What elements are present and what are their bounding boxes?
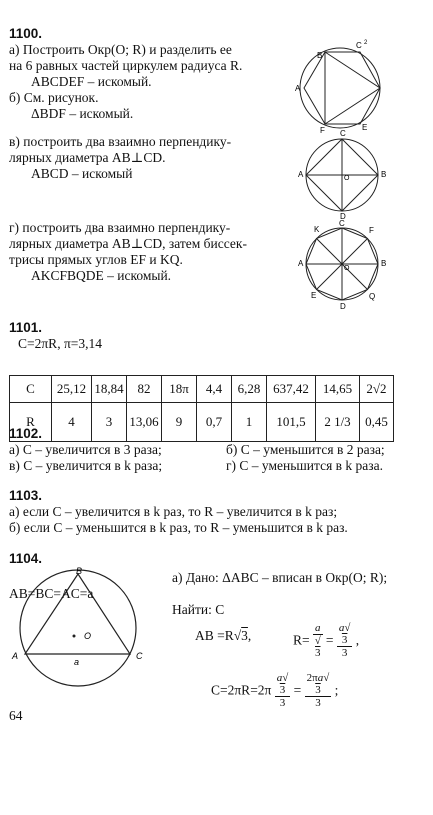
fig3-label-c: C bbox=[339, 219, 345, 228]
fig1-label-c2: 2 bbox=[364, 40, 368, 46]
table-cell: 1 bbox=[232, 403, 267, 442]
table-cell: C bbox=[10, 376, 52, 403]
p1100-d-line2: лярных диаметра AB⊥CD, затем биссек- bbox=[9, 236, 247, 251]
p1104-find: Найти: C bbox=[172, 602, 225, 617]
table-cell: 2 1/3 bbox=[316, 403, 360, 442]
fig2-label-c: C bbox=[340, 129, 346, 138]
fig1-label-c: C bbox=[356, 41, 362, 50]
table-cell: 2√2 bbox=[360, 376, 394, 403]
p1104-given-line1: а) Дано: ΔABC – вписан в Окр(O; R); bbox=[172, 570, 388, 585]
fig2-label-o: O bbox=[344, 175, 350, 182]
p1103-a: а) если C – увеличится в k раз, то R – увеличится в k раз; bbox=[9, 504, 338, 519]
table-cell: 101,5 bbox=[267, 403, 316, 442]
p1100-b-line1: б) См. рисунок. bbox=[9, 90, 99, 105]
p1100-d-line4: AKCFBQDE – искомый. bbox=[31, 268, 172, 283]
p1101-given: C=2πR, π=3,14 bbox=[18, 336, 102, 351]
table-cell: 0,7 bbox=[197, 403, 232, 442]
fig2-label-a: A bbox=[298, 170, 304, 179]
fig4-label-o: O bbox=[84, 631, 92, 641]
problem-1100-title: 1100. bbox=[9, 26, 43, 41]
octagon-figure bbox=[298, 218, 408, 310]
fig3-label-f: F bbox=[369, 226, 374, 235]
fig4-label-a: A bbox=[12, 651, 19, 661]
problem-1103-title: 1103. bbox=[9, 488, 43, 503]
table-row-c bbox=[10, 376, 394, 403]
p1100-b-line2: ΔBDF – искомый. bbox=[31, 106, 134, 121]
table-cell: 4 bbox=[52, 403, 92, 442]
hexagon-figure bbox=[290, 36, 430, 136]
fig2-label-d: D bbox=[340, 212, 346, 221]
p1103-b: б) если C – уменьшится в k раз, то R – уменьшится в k раз. bbox=[9, 520, 348, 535]
table-cell: 0,45 bbox=[360, 403, 394, 442]
p1102-c: в) C – увеличится в k раза; bbox=[9, 458, 163, 473]
fig4-label-b: B bbox=[76, 566, 83, 576]
fig2-label-b: B bbox=[381, 170, 387, 179]
problem-1102-title: 1102. bbox=[9, 426, 43, 441]
table-cell: 14,65 bbox=[316, 376, 360, 403]
fig3-label-k: K bbox=[314, 225, 320, 234]
p1100-c-line3: ABCD – искомый bbox=[31, 166, 133, 181]
formula-c: C=2πR=2π a√ 3 3 = 2πa√ 3 3 ; bbox=[211, 672, 339, 709]
fig3-label-a: A bbox=[298, 259, 304, 268]
table-cell: 82 bbox=[127, 376, 162, 403]
p1102-a: а) C – увеличится в 3 раза; bbox=[9, 442, 162, 457]
fig1-label-a: A bbox=[295, 84, 301, 93]
table-cell: 4,4 bbox=[197, 376, 232, 403]
table-row-r bbox=[10, 403, 394, 442]
table-cell: 18π bbox=[162, 376, 197, 403]
square-figure bbox=[298, 128, 408, 228]
fig3-label-d: D bbox=[340, 302, 346, 310]
table-cell: R bbox=[10, 403, 52, 442]
table-cell: 18,84 bbox=[92, 376, 127, 403]
circumference-radius-table bbox=[9, 375, 394, 442]
fig4-label-c: C bbox=[136, 651, 143, 661]
problem-1101-title: 1101. bbox=[9, 320, 43, 335]
fig3-label-o: O bbox=[344, 265, 350, 272]
table-cell: 6,28 bbox=[232, 376, 267, 403]
p1100-d-line1: г) построить два взаимно перпендику- bbox=[9, 220, 231, 235]
fig3-label-q: Q bbox=[369, 292, 376, 301]
fig1-label-f: F bbox=[320, 126, 325, 135]
fig3-label-e: E bbox=[311, 291, 317, 300]
p1100-a-line2: на 6 равных частей циркулем радиуса R. bbox=[9, 58, 243, 73]
problem-1104-title: 1104. bbox=[9, 551, 43, 566]
p1100-d-line3: трисы прямых углов EF и KQ. bbox=[9, 252, 183, 267]
p1100-a-line1: а) Построить Окр(O; R) и разделить ее bbox=[9, 42, 232, 57]
table-cell: 637,42 bbox=[267, 376, 316, 403]
formula-ab: AB =R√3, bbox=[195, 628, 252, 643]
page-number: 64 bbox=[9, 708, 23, 723]
p1104-given-line2: AB=BC=AC=a bbox=[9, 586, 94, 601]
fig3-label-b: B bbox=[381, 259, 387, 268]
fig4-label-side-a: a bbox=[74, 657, 80, 667]
fig1-label-e: E bbox=[362, 123, 368, 132]
table-cell: 3 bbox=[92, 403, 127, 442]
p1102-b: б) C – уменьшится в 2 раза; bbox=[226, 442, 385, 457]
table-cell: 13,06 bbox=[127, 403, 162, 442]
p1102-d: г) C – уменьшится в k раза. bbox=[226, 458, 383, 473]
table-cell: 9 bbox=[162, 403, 197, 442]
table-cell: 25,12 bbox=[52, 376, 92, 403]
formula-r: R= a √ 3 = a√ 3 3 , bbox=[293, 622, 360, 659]
p1100-c-line1: в) построить два взаимно перпендику- bbox=[9, 134, 232, 149]
fig1-label-b: B bbox=[317, 51, 323, 60]
p1100-a-line3: ABCDEF – искомый. bbox=[31, 74, 152, 89]
p1100-c-line2: лярных диаметра AB⊥CD. bbox=[9, 150, 166, 165]
